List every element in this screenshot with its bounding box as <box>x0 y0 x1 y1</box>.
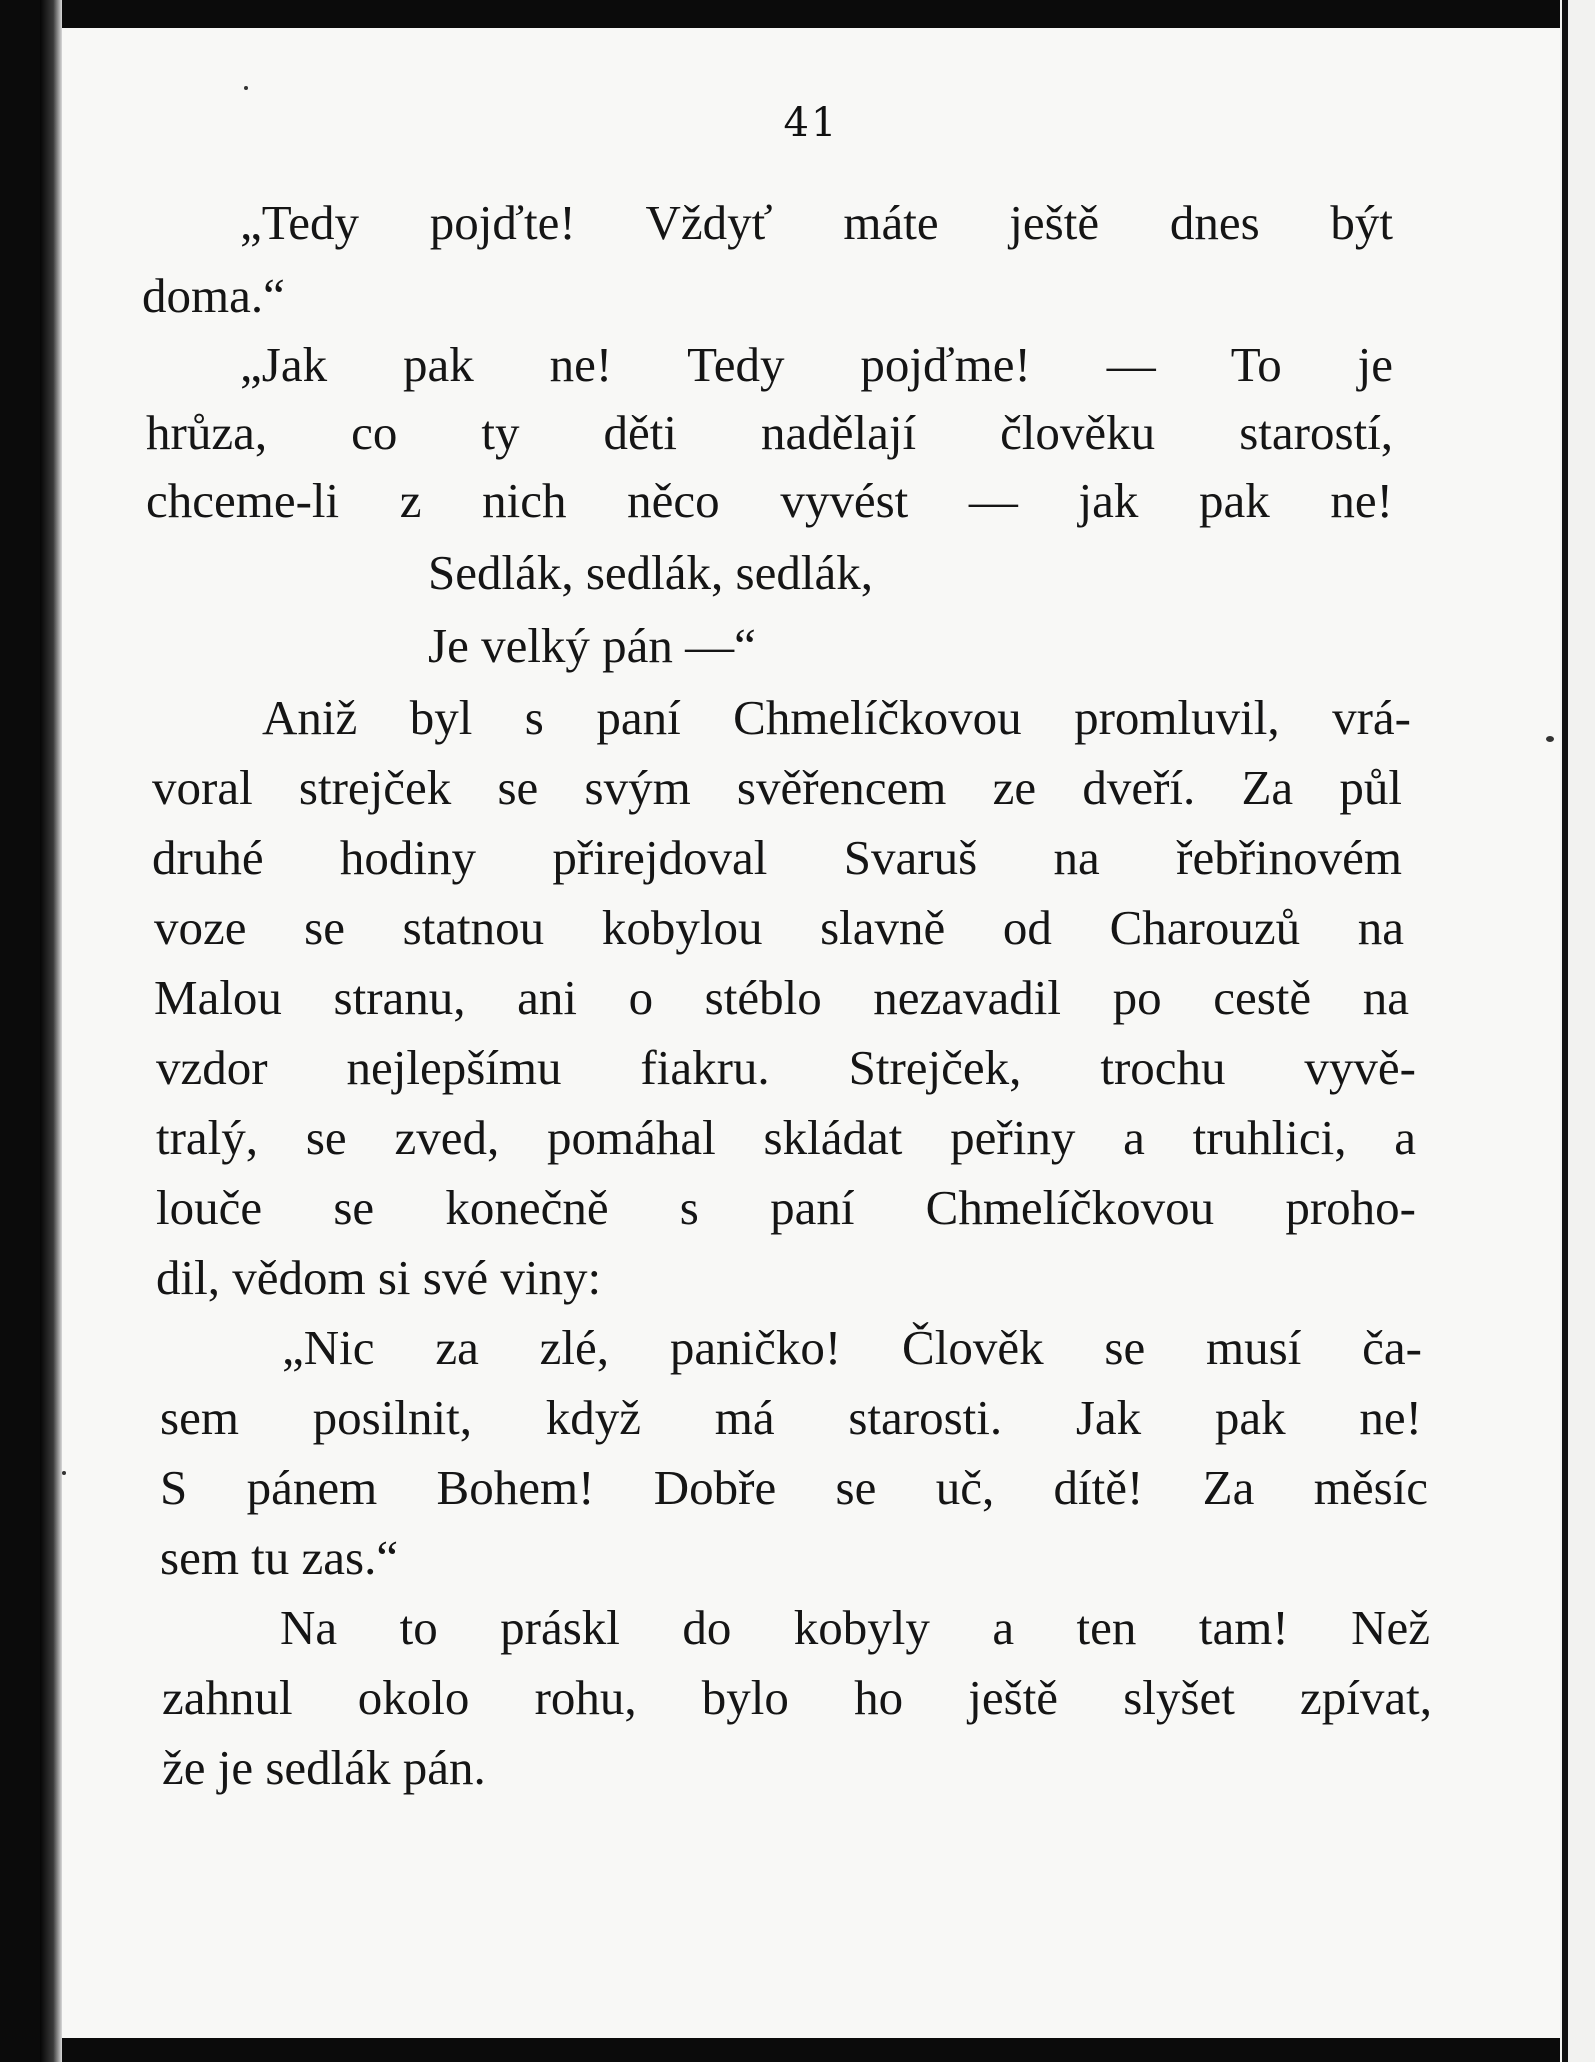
text-line: Aniž byl s paní Chmelíčkovou promluvil, vrá- <box>262 690 1411 745</box>
text-line: tralý, se zved, pomáhal skládat peřiny a truhlici, a <box>156 1110 1416 1165</box>
book-page <box>62 28 1560 2038</box>
text-line: chceme-li z nich něco vyvést — jak pak ne! <box>146 473 1393 528</box>
text-line: Na to práskl do kobyly a ten tam! Než <box>280 1600 1430 1655</box>
text-line: sem tu zas.“ <box>160 1530 399 1585</box>
verse-line: Je velký pán —“ <box>428 618 756 673</box>
text-line: Malou stranu, ani o stéblo nezavadil po cestě na <box>154 970 1409 1025</box>
text-line: dil, vědom si své viny: <box>156 1250 602 1305</box>
text-line: S pánem Bohem! Dobře se uč, dítě! Za měsíc <box>160 1460 1428 1515</box>
binding-shadow <box>40 0 62 2062</box>
text-line: druhé hodiny přirejdoval Svaruš na řebřinovém <box>152 830 1402 885</box>
text-line: voral strejček se svým svěřencem ze dveří. Za půl <box>152 760 1402 815</box>
scan-speck <box>244 86 248 90</box>
text-line: „Tedy pojďte! Vždyť máte ještě dnes být <box>240 195 1393 250</box>
text-line: voze se statnou kobylou slavně od Charouzů na <box>154 900 1404 955</box>
text-line: „Nic za zlé, paničko! Člověk se musí ča- <box>282 1320 1422 1375</box>
text-line: sem posilnit, když má starosti. Jak pak ne! <box>160 1390 1422 1445</box>
text-line: zahnul okolo rohu, bylo ho ještě slyšet zpívat, <box>162 1670 1432 1725</box>
text-line: že je sedlák pán. <box>162 1740 486 1795</box>
text-line: louče se konečně s paní Chmelíčkovou proho- <box>156 1180 1416 1235</box>
text-line: doma.“ <box>142 268 285 323</box>
scan-speck <box>1546 736 1554 742</box>
text-line: hrůza, co ty děti nadělají člověku starostí, <box>146 405 1393 460</box>
text-line: vzdor nejlepšímu fiakru. Strejček, trochu vyvě- <box>156 1040 1416 1095</box>
page-number: 41 <box>783 100 839 146</box>
text-line: „Jak pak ne! Tedy pojďme! — To je <box>240 337 1393 392</box>
verse-line: Sedlák, sedlák, sedlák, <box>428 545 873 600</box>
scan-speck <box>62 1471 66 1475</box>
page-edge-line <box>1562 0 1568 2062</box>
